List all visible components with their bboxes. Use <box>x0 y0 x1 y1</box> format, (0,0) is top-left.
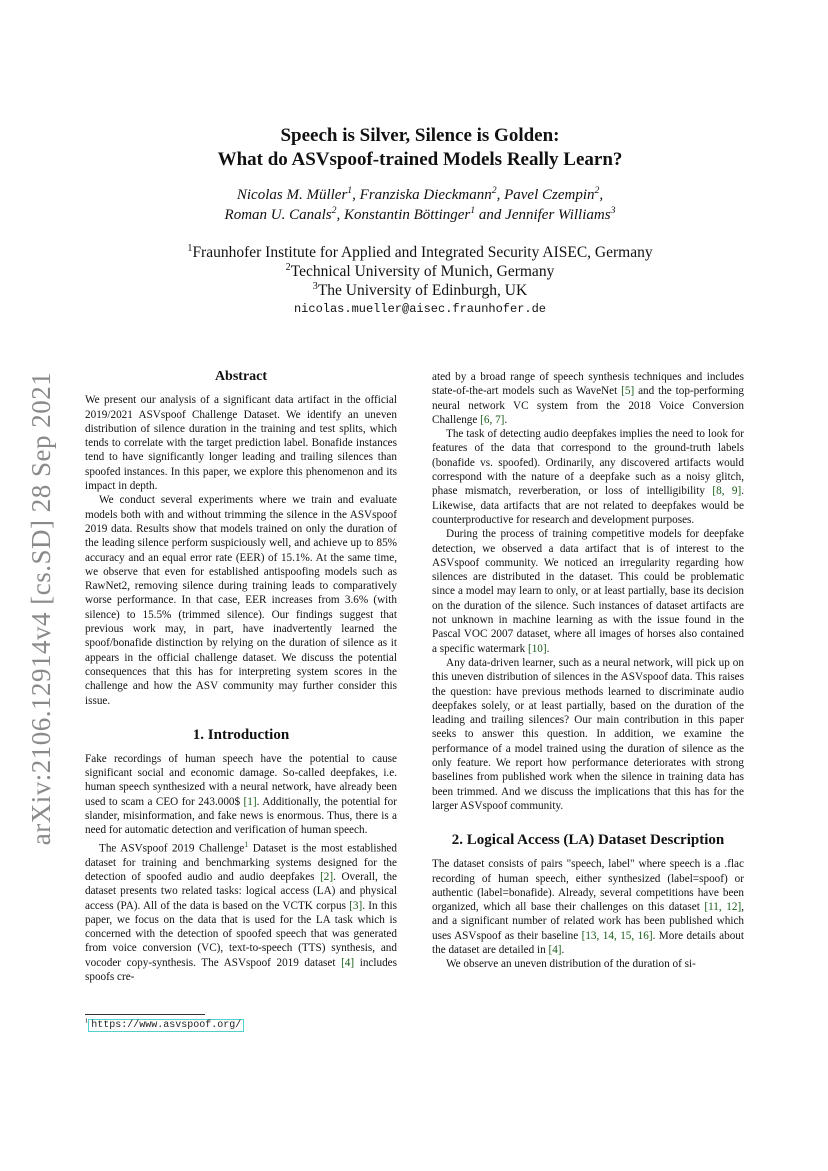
abstract-paragraph-2: We conduct several experiments where we train and evaluate models both with and without trimming the silence in the ASVspoof 2019 data. Results show that models trained on only the duration of the leading silence perform suspiciously well, and achieve up to 85% accuracy and an equal error rate (EER) of 15.1%. At the same time, we observe that even for established antispoofing models such as RawNet2, removing silence during training leads to comparatively worse performance. In that case, EER increases from 3.6% (with silence) to 15.5% (trimmed silence). Our findings suggest that previous work may, in part, have inadvertently learned the spoof/bonafide distinction by relying on the duration of silence as it appears in the official challenge dataset. We discuss the potential consequences that this has for interpreting system scores in the challenge and how the ASV community may further consider this issue. <box>85 494 397 707</box>
citation-link[interactable]: [11, 12] <box>704 901 742 914</box>
affiliations <box>100 243 740 300</box>
author-name: , Pavel Czempin <box>496 187 595 203</box>
section-2-paragraph-2: We observe an uneven distribution of the duration of si- <box>446 958 696 971</box>
citation-link[interactable]: [2] <box>320 870 334 883</box>
intro-paragraph-1: Fake recordings of human speech have the potential to cause significant social and economic damage. So-called deepfakes, i.e. human speech synthesized with a neural network, have already been used to scam a CEO for 243.000$ [1]. Additionally, the potential for slander, misinformation, and fake news is enormous. Thus, there is a need for automatic detection and verification of human speech. <box>85 752 397 837</box>
author-name: Nicolas M. Müller <box>236 187 348 203</box>
citation-link[interactable]: [4] <box>341 956 355 969</box>
affiliation-mark: 1 <box>347 185 353 196</box>
citation-link[interactable]: [10] <box>527 642 547 655</box>
citation-link[interactable]: [8, 9] <box>712 485 742 498</box>
title-line-2: What do ASVspoof-trained Models Really Learn? <box>217 149 623 170</box>
footnote-number: 1 <box>85 1017 89 1025</box>
citation-link[interactable]: [4] <box>548 943 562 956</box>
section-2-heading: 2. Logical Access (LA) Dataset Description <box>451 832 725 849</box>
right-column <box>432 370 744 972</box>
affiliation-mark: 2 <box>594 185 600 196</box>
affiliation-mark: 1 <box>470 205 476 216</box>
authors-line-1 <box>100 185 740 205</box>
title-line-1: Speech is Silver, Silence is Golden: <box>280 125 560 146</box>
right-paragraph-2: The task of detecting audio deepfakes implies the need to look for features of the data that correspond to the ground-truth labels (bonafide vs. spoofed). Ordinarily, any discovered artifacts would correspond with the nature of a deepfake such as a noisy glitch, phase mismatch, reverberation, or loss of intelligibility [8, 9]. Likewise, data artifacts that are not related to deepfakes would be counterproductive for research and development purposes. <box>432 428 744 526</box>
author-name: , Konstantin Böttinger <box>336 207 471 223</box>
author-list <box>100 185 740 225</box>
abstract-paragraph-1: We present our analysis of a significant data artifact in the official 2019/2021 ASVspoof Challenge Dataset. We identify an uneven distribution of silence duration in the training and test splits, which tends to correlate with the target prediction label. Bonafide instances tend to have significantly longer leading and trailing silences than spoofed instances. In this paper, we explore this phenomenon and its impact in depth. <box>85 394 397 493</box>
arxiv-identifier <box>22 368 62 848</box>
affiliation-2: $^2$Technical University of Munich, Germany <box>285 261 555 280</box>
left-column <box>85 370 397 984</box>
author-name: Roman U. Canals <box>224 207 332 223</box>
affiliation-3: $^3$The University of Edinburgh, UK <box>312 280 528 299</box>
arxiv-identifier-text: arXiv:2106.12914v4 [cs.SD] 28 Sep 2021 <box>26 371 57 845</box>
affiliation-mark: 3 <box>610 205 616 216</box>
paper-title <box>100 124 740 172</box>
affiliation-mark: 2 <box>331 205 337 216</box>
right-paragraph-1: ated by a broad range of speech synthesis techniques and includes state-of-the-art models such as WaveNet [5] and the top-performing neural network VC system from the 2018 Voice Conversion Challenge [6, 7]. <box>432 371 744 426</box>
section-2-paragraph-1: The dataset consists of pairs "speech, label" where speech is a .flac recording of human speech, either synthesized (label=spoof) or authentic (label=bonafide). Already, several competitions have been organized, which all base their challenges on this dataset [11, 12], and a significant number of related work has been published which uses ASVspoof as their baseline [13, 14, 15, 16]. More details about the dataset are detailed in [4]. <box>432 858 744 956</box>
right-paragraph-4: Any data-driven learner, such as a neural network, will pick up on this uneven distribution of silences in the ASVspoof data. This raises the question: have previous methods learned to discriminate audio deepfakes solely, or at least partially, based on the duration of the leading and trailing silences? Our main contribution in this paper seeks to answer this question. In addition, we examine the performance of a model trained using the duration of silence as the only feature. We report how performance deteriorates with strong baselines from published work when the silence in training data has been trimmed. And we discuss the implications that this has for the larger ASVspoof community. <box>432 656 744 812</box>
affiliation-1: $^1$Fraunhofer Institute for Applied and Integrated Security AISEC, Germany <box>187 242 653 261</box>
citation-link[interactable]: [13, 14, 15, 16] <box>581 929 653 942</box>
footnote-mark[interactable]: 1 <box>244 839 249 849</box>
abstract-heading: Abstract <box>214 369 268 384</box>
author-separator: , <box>599 187 604 203</box>
footnote <box>85 1014 397 1031</box>
footnote-rule <box>85 1014 205 1015</box>
citation-link[interactable]: [5] <box>621 385 635 398</box>
author-name: and Jennifer Williams <box>475 207 611 223</box>
footnote-url-link[interactable]: https://www.asvspoof.org/ <box>88 1019 244 1032</box>
citation-link[interactable]: [6, 7] <box>480 413 505 426</box>
affiliation-mark: 2 <box>491 185 497 196</box>
citation-link[interactable]: [3] <box>349 899 363 912</box>
right-paragraph-3: During the process of training competitive models for deepfake detection, we observed a data artifact that is of interest to the ASVspoof community. We noticed an irregularity regarding how silences are distributed in the dataset. This could be problematic since a model may learn to only, or at least partially, base its decision on the duration of the silence. Such instances of dataset artifacts are not unknown in machine learning as with the issue found in the Pascal VOC 2007 dataset, where all images of horses also contained a specific watermark [10]. <box>432 528 744 655</box>
authors-line-2 <box>100 205 740 225</box>
introduction-heading: 1. Introduction <box>192 726 290 743</box>
citation-link[interactable]: [1] <box>243 795 257 808</box>
contact-email[interactable]: nicolas.mueller@aisec.fraunhofer.de <box>293 302 547 316</box>
intro-paragraph-2: The ASVspoof 2019 Challenge$^1$ Dataset is the most established dataset for training and benchmarking systems designed for the detection of spoofed audio and audio deepfakes [2]. Overall, the dataset presents two related tasks: logical access (LA) and physical access (PA). All of the data is based on the VCTK corpus [3]. In this paper, we focus on the data that is used for the LA task which is concerned with the detection of spoofed speech that was generated from voice conversion (VC), text-to-speech (TTS) synthesis, and vocoder copy-synthesis. The ASVspoof 2019 dataset [4] includes spoofs cre- <box>85 839 398 984</box>
author-name: , Franziska Dieckmann <box>352 187 492 203</box>
